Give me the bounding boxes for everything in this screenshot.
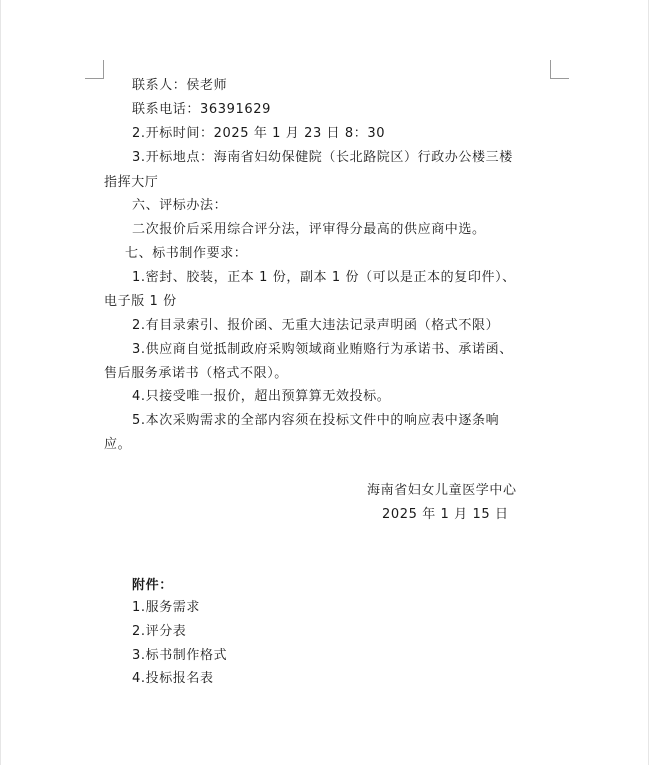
requirement-1-continued: 电子版 1 份: [104, 294, 177, 309]
attachment-item: 2.评分表: [132, 624, 187, 639]
contact-person-line: 联系人：侯老师: [132, 78, 228, 93]
page-corner-marker-left: [85, 60, 104, 79]
signature-organization: 海南省妇女儿童医学中心: [367, 483, 517, 498]
signature-date: 2025 年 1 月 15 日: [382, 507, 509, 522]
requirement-3-continued: 售后服务承诺书（格式不限）。: [104, 366, 288, 381]
attachment-item: 1.服务需求: [132, 600, 201, 615]
requirement-5-line: 5.本次采购需求的全部内容须在投标文件中的响应表中逐条响: [132, 413, 500, 428]
page-corner-marker-right: [550, 60, 569, 79]
bid-opening-location-line: 3.开标地点：海南省妇幼保健院（长北路院区）行政办公楼三楼: [132, 150, 513, 165]
section-seven-heading: 七、标书制作要求：: [125, 246, 248, 261]
requirement-3-line: 3.供应商自觉抵制政府采购领域商业贿赂行为承诺书、承诺函、: [132, 342, 513, 357]
requirement-2-line: 2.有目录索引、报价函、无重大违法记录声明函（格式不限）: [132, 318, 500, 333]
section-six-heading: 六、评标办法：: [132, 198, 228, 213]
evaluation-method-text: 二次报价后采用综合评分法，评审得分最高的供应商中选。: [132, 222, 486, 237]
requirement-1-line: 1.密封、胶装，正本 1 份，副本 1 份（可以是正本的复印件）、: [132, 270, 516, 285]
requirement-5-continued: 应。: [104, 437, 132, 452]
attachments-title: 附件：: [132, 578, 173, 593]
bid-opening-time-line: 2.开标时间：2025 年 1 月 23 日 8：30: [132, 126, 386, 141]
attachment-item: 4.投标报名表: [132, 671, 214, 686]
requirement-4-line: 4.只接受唯一报价，超出预算算无效投标。: [132, 389, 391, 404]
attachment-item: 3.标书制作格式: [132, 648, 228, 663]
contact-phone-line: 联系电话：36391629: [132, 102, 271, 117]
bid-opening-location-continued: 指挥大厅: [104, 175, 159, 190]
